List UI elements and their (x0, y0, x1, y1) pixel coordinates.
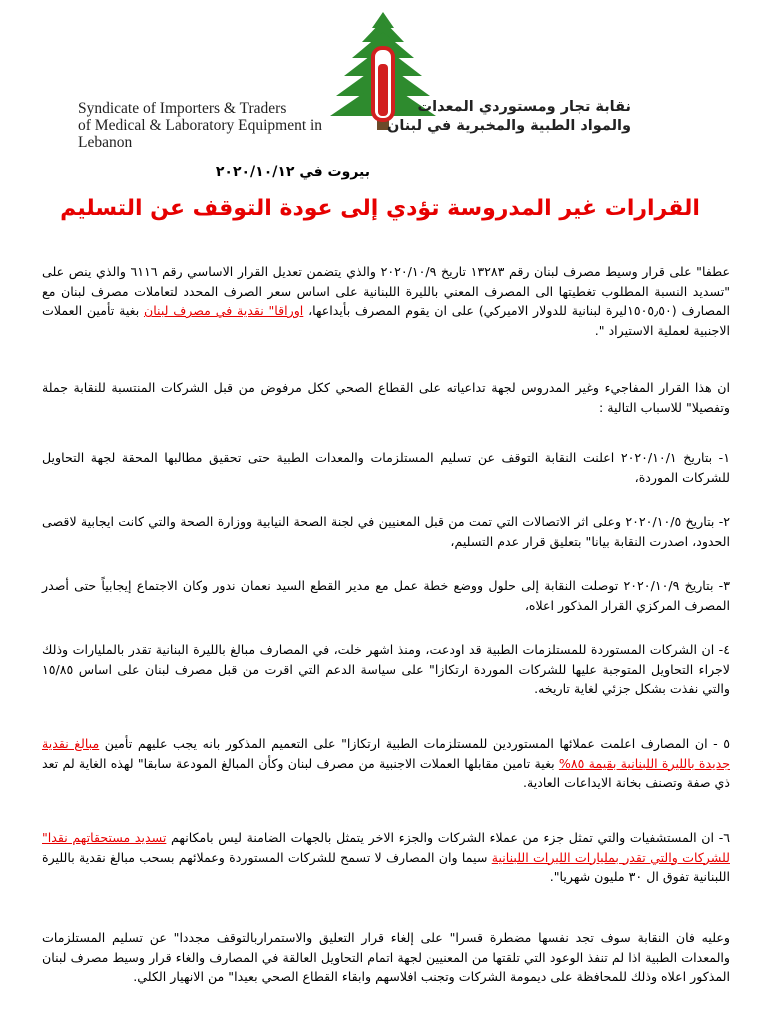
paragraph-2: ان هذا القرار المفاجيء وغير المدروس لجهة تداعياته على القطاع الصحي ككل مرفوض من قبل الشركات المنتسبة للنقابة جملة وتفصيلا" للاسباب التالية : (42, 380, 730, 415)
org-name-arabic (371, 98, 631, 136)
item-6-text-a: ٦- ان المستشفيات والتي تمثل جزء من عملاء الشركات والجزء الاخر يتمثل بالجهات الضامنة ليس بامكانهم (171, 830, 731, 845)
item-6-highlight: تسديد مستحقاتهم نقدا" للشركات والتي تقدر بمليارات الليرات اللبنانية (42, 830, 730, 865)
paragraph-intro (42, 262, 730, 340)
org-name-english-line1: Syndicate of Importers & Traders (78, 100, 287, 117)
item-5-highlight: مبالغ نقدية جديدة بالليرة اللبنانية بقيمة ٨٥% (42, 736, 730, 771)
paragraph-item-2: ٢- بتاريخ ٢٠٢٠/١٠/٥ وعلى اثر الاتصالات التي تمت من قبل المعنيين في لجنة الصحة النيابية ووزارة الصحة والتي كانت ايجابية لاقصى الحدود، اصدرت النقابة بيانا" بتعليق قرار عدم التسليم، (42, 514, 731, 549)
org-name-arabic-line2: والمواد الطبية والمخبرية في لبنان (386, 118, 631, 134)
intro-highlight: اوراقا" نقدية في مصرف لبنان (143, 303, 304, 318)
paragraph-item-1: ١- بتاريخ ٢٠٢٠/١٠/١ اعلنت النقابة التوقف عن تسليم المستلزمات والمعدات الطبية حتى تحقيق مطالبها المحقة لجهة التحاويل للشركات الموردة، (42, 450, 730, 485)
item-5-text-a: ٥ - ان المصارف اعلمت عملائها المستوردين للمستلزمات الطبية ارتكازا" على التعميم المذكور بانه يجب عليهم تأمين (104, 736, 731, 751)
paragraph-item-5 (42, 734, 730, 793)
paragraph-item-6 (42, 828, 730, 887)
org-name-english (78, 100, 378, 151)
item-6-text-b: سيما وان المصارف لا تسمح للشركات المستوردة وعملائهم بسحب مبالغ نقدية بالليرة اللبنانية تفوق ال ٣٠ مليون شهريا". (42, 849, 730, 884)
intro-text-b: بغية تأمين العملات الاجنبية لعملية الاستيراد ". (42, 303, 730, 338)
item-5-text-b: بغية تامين مقابلها العملات الاجنبية من مصرف لبنان وكأن المبالغ المودعة سابقا" لهذه الغاية لم تعد ذي صفة وتصنف بخانة الايداعات العادية. (42, 755, 730, 790)
org-name-arabic-line1: نقابة تجار ومستوردي المعدات (417, 99, 631, 115)
letterhead (0, 0, 759, 150)
intro-text-a: عطفا" على قرار وسيط مصرف لبنان رقم ١٣٢٨٣ تاريخ ٢٠٢٠/١٠/٩ والذي يتضمن تعديل القرار الاساسي رقم ٦١١٦ والذي ينص على "تسديد النسبة المطلوب تغطيتها الى المصرف المعني بالليرة اللبنانية على اساس سعر الصرف المحدد لتعاملات مصرف لبنان مع المصارف (١٥٠٥٫٥٠ليرة لبنانية للدولار الاميركي) على ان يقوم المصرف بأيداعها، (42, 264, 730, 318)
letter-title: القرارات غير المدروسة تؤدي إلى عودة التوقف عن التسليم (60, 196, 700, 221)
org-name-english-line2: of Medical & Laboratory Equipment in Lebanon (78, 117, 323, 151)
paragraph-conclusion: وعليه فان النقابة سوف تجد نفسها مضطرة قسرا" على إلغاء قرار التعليق والاستمراربالتوقف مجددا" عن تسليم المستلزمات والمعدات الطبية اذا لم تنفذ الوعود التي تلقتها من المعنيين لجهة اتمام التحاويل العالقة في المصارف والغاء قرار وسيط مصرف لبنان المذكور اعلاه وذلك للمحافظة على ديمومة الشركات وتجنب افلاسهم وابقاء القطاع الصحي بعيدا" من الانهيار الكلي. (42, 930, 730, 984)
paragraph-item-3: ٣- بتاريخ ٢٠٢٠/١٠/٩ توصلت النقابة إلى حلول ووضع خطة عمل مع مدير القطع السيد نعمان ندور وكان الاجتماع إيجابياً حتى أصدر المصرف المركزي القرار المذكور اعلاه، (42, 578, 730, 613)
paragraph-item-4: ٤- ان الشركات المستوردة للمستلزمات الطبية قد اودعت، ومنذ اشهر خلت، في المصارف مبالغ بالليرة البنانية تقدر بالمليارات وذلك لاجراء التحاويل المتوجبة عليها للشركات الموردة ارتكازا" على سياسة الدعم التي اقرت من قبل مصرف لبنان على اساس ١٥/٨٥ والتي نفذت بشكل جزئي لغاية تاريخه. (42, 642, 730, 696)
letter-date: بيروت في ٢٠٢٠/١٠/١٢ (215, 164, 370, 180)
